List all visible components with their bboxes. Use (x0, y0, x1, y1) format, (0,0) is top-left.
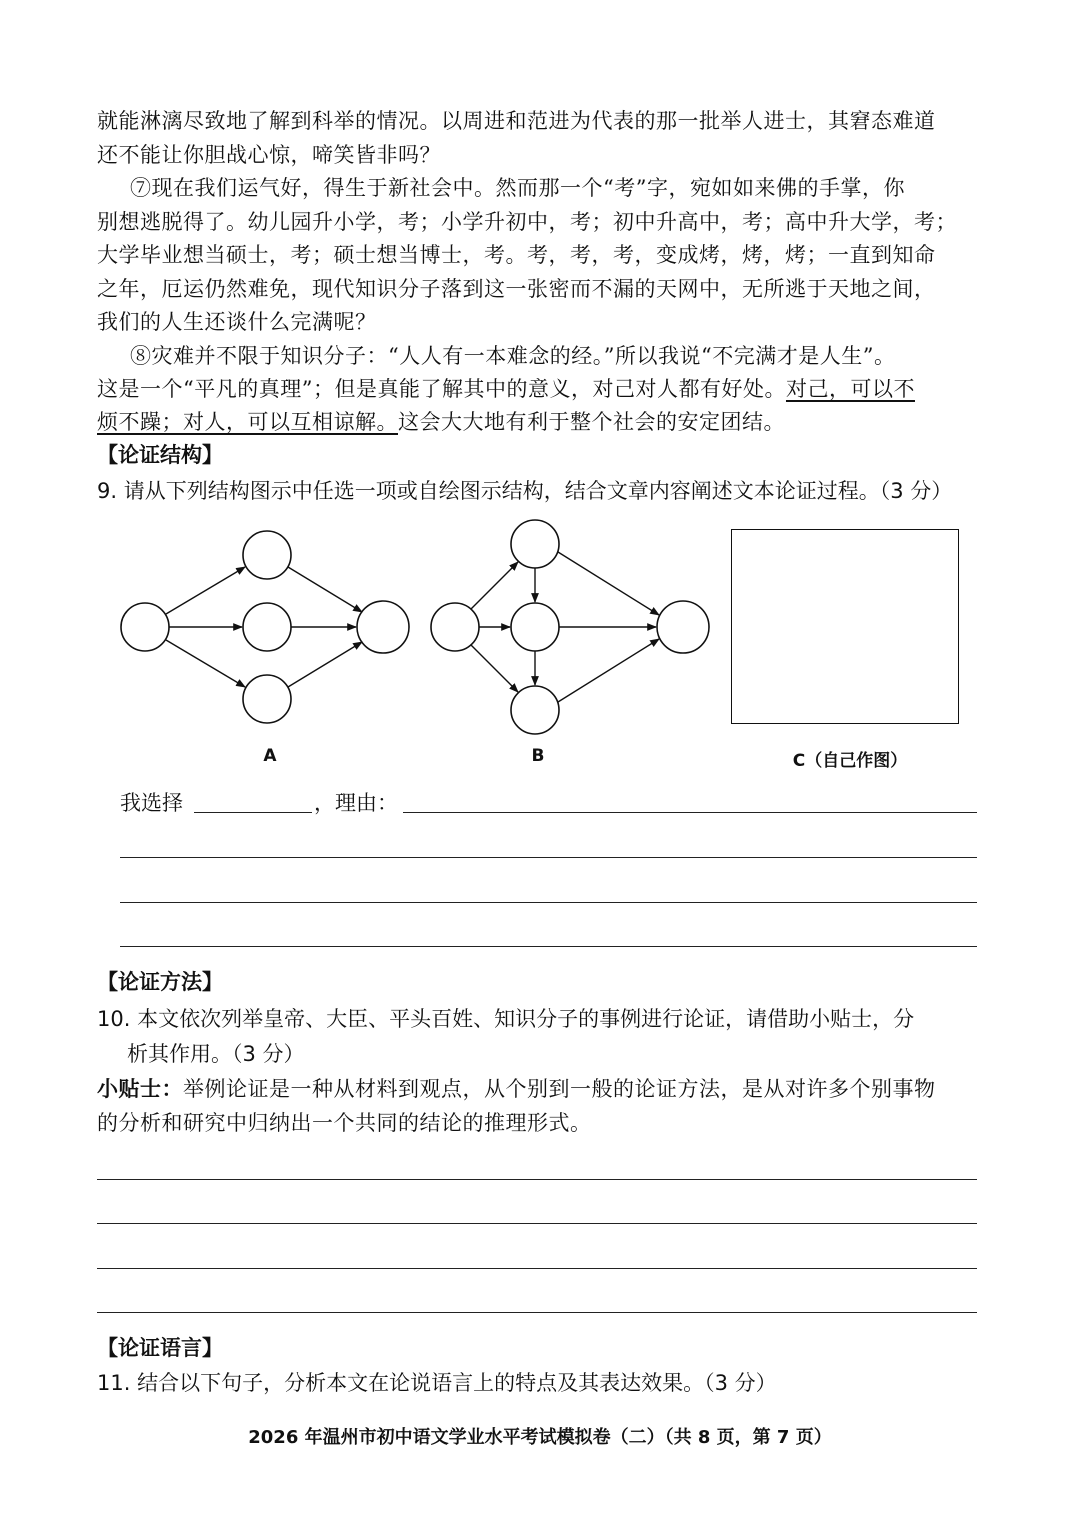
paragraph-7-line: 之年，厄运仍然难免，现代知识分子落到这一张密而不漏的天网中，无所逃于天地之间， (97, 277, 936, 301)
question-9: 9. 请从下列结构图示中任选一项或自绘图示结构，结合文章内容阐述文本论证过程。（3 分） (97, 479, 953, 503)
diagram-c-drawing-box[interactable] (731, 529, 959, 724)
paragraph-7-line: ⑦现在我们运气好，得生于新社会中。然而那一个“考”字，宛如如来佛的手掌，你 (130, 176, 905, 200)
answer-line[interactable] (120, 946, 977, 947)
diagram-arrow (288, 567, 362, 612)
diagram-arrow (558, 639, 659, 702)
diagram-arrow (471, 645, 518, 692)
diagram-node (511, 603, 559, 651)
diagram-arrow (166, 567, 245, 614)
diagram-c-label: C（自己作图） (792, 751, 908, 771)
diagram-node (511, 520, 559, 568)
paragraph-8-line (97, 407, 982, 437)
diagram-node (657, 601, 709, 653)
diagram-node (121, 603, 169, 651)
tip-line: 的分析和研究中归纳出一个共同的结论的推理形式。 (97, 1111, 592, 1135)
underlined-sentence: 对己，可以不 (785, 377, 915, 401)
diagram-b-label: B (531, 746, 545, 766)
passage-line: 还不能让你胆战心惊，啼笑皆非吗？ (97, 143, 441, 167)
choice-label: 我选择 (120, 791, 183, 815)
question-10-cont: 析其作用。（3 分） (127, 1042, 305, 1066)
tip-label: 小贴士： (97, 1077, 183, 1101)
tip-text: 举例论证是一种从材料到观点，从个别到一般的论证方法，是从对许多个别事物 (183, 1077, 936, 1101)
paragraph-8-line: ⑧灾难并不限于知识分子：“人人有一本难念的经。”所以我说“不完满才是人生”。 (130, 344, 896, 368)
reason-answer-line[interactable] (403, 812, 977, 813)
diagram-node (243, 675, 291, 723)
diagram-arrow (471, 562, 518, 609)
answer-line[interactable] (97, 1223, 977, 1224)
choice-answer-blank[interactable] (194, 812, 312, 813)
section-heading-structure: 【论证结构】 (97, 443, 223, 467)
paragraph-8-line (97, 374, 982, 404)
diagram-arrow (166, 640, 245, 687)
reason-label: ，理由： (314, 791, 398, 815)
answer-line[interactable] (120, 902, 977, 903)
diagram-node (431, 603, 479, 651)
answer-line[interactable] (97, 1312, 977, 1313)
paragraph-7-line: 我们的人生还谈什么完满呢？ (97, 310, 377, 334)
paragraph-8-text: 这会大大地有利于整个社会的安定团结。 (398, 410, 785, 434)
tip-line (97, 1074, 982, 1104)
diagram-b (425, 510, 725, 750)
diagram-a (115, 515, 415, 755)
answer-line[interactable] (120, 857, 977, 858)
underlined-sentence: 烦不躁；对人，可以互相谅解。 (97, 410, 398, 434)
question-11: 11. 结合以下句子，分析本文在论说语言上的特点及其表达效果。（3 分） (97, 1371, 777, 1395)
answer-line[interactable] (97, 1179, 977, 1180)
diagram-a-label: A (263, 746, 277, 766)
diagram-node (243, 531, 291, 579)
diagram-node (357, 601, 409, 653)
paragraph-7-line: 大学毕业想当硕士，考；硕士想当博士，考。考，考，考，变成烤，烤，烤；一直到知命 (97, 243, 936, 267)
passage-line: 就能淋漓尽致地了解到科举的情况。以周进和范进为代表的那一批举人进士，其窘态难道 (97, 109, 936, 133)
answer-line[interactable] (97, 1268, 977, 1269)
section-heading-method: 【论证方法】 (97, 970, 223, 994)
question-10: 10. 本文依次列举皇帝、大臣、平头百姓、知识分子的事例进行论证，请借助小贴士，分 (97, 1007, 915, 1031)
section-heading-language: 【论证语言】 (97, 1336, 223, 1360)
paragraph-7-line: 别想逃脱得了。幼儿园升小学，考；小学升初中，考；初中升高中，考；高中升大学，考； (97, 210, 957, 234)
diagram-arrow (558, 552, 659, 615)
diagram-node (243, 603, 291, 651)
page-footer: 2026 年温州市初中语文学业水平考试模拟卷（二）（共 8 页，第 7 页） (248, 1427, 832, 1448)
diagram-arrow (288, 642, 362, 687)
paragraph-8-text: 这是一个“平凡的真理”；但是真能了解其中的意义，对己对人都有好处。 (97, 377, 786, 401)
diagram-node (511, 686, 559, 734)
